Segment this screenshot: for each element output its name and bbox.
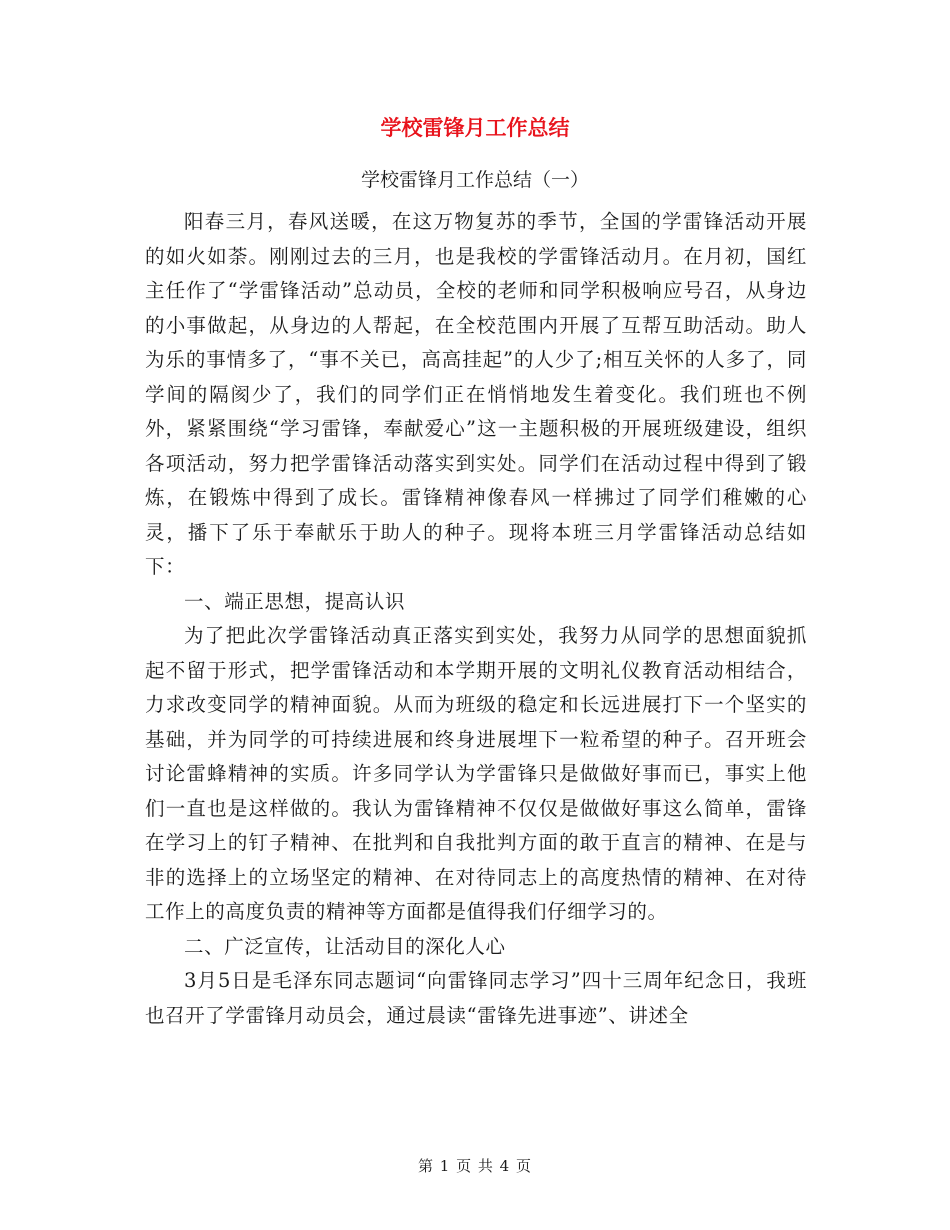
paragraph-intro: 阳春三月，春风送暖，在这万物复苏的季节，全国的学雷锋活动开展的如火如荼。刚刚过去的三月，也是我校的学雷锋活动月。在月初，国红主任作了“学雷锋活动”总动员，全校的老师和同学积极响应号召，从身边的小事做起，从身边的人帮起，在全校范围内开展了互帮互助活动。助人为乐的事情多了，“事不关已，高高挂起”的人少了;相互关怀的人多了，同学间的隔阂少了，我们的同学们正在悄悄地发生着变化。我们班也不例外，紧紧围绕“学习雷锋，奉献爱心”这一主题积极的开展班级建设，组织各项活动，努力把学雷锋活动落实到实处。同学们在活动过程中得到了锻炼，在锻炼中得到了成长。雷锋精神像春风一样拂过了同学们稚嫩的心灵，播下了乐于奉献乐于助人的种子。现将本班三月学雷锋活动总结如下：: [145, 210, 807, 578]
document-body: [145, 205, 807, 1033]
section-heading-1: 一、端正思想，提高认识: [184, 589, 406, 613]
paragraph-section-1: 为了把此次学雷锋活动真正落实到实处，我努力从同学的思想面貌抓起不留于形式，把学雷锋活动和本学期开展的文明礼仪教育活动相结合，力求改变同学的精神面貌。从而为班级的稳定和长远进展打下一个坚实的基础，并为同学的可持续进展和终身进展埋下一粒希望的种子。召开班会讨论雷蜂精神的实质。许多同学认为学雷锋只是做做好事而已，事实上他们一直也是这样做的。我认为雷锋精神不仅仅是做做好事这么简单，雷锋在学习上的钉子精神、在批判和自我批判方面的敢于直言的精神、在是与非的选择上的立场坚定的精神、在对待同志上的高度热情的精神、在对待工作上的高度负责的精神等方面都是值得我们仔细学习的。: [145, 624, 807, 923]
document-subtitle: 学校雷锋月工作总结（一）: [360, 169, 589, 191]
page-number-footer: 第 1 页 共 4 页: [418, 1157, 532, 1175]
paragraph-section-2: 3月5日是毛泽东同志题词“向雷锋同志学习”四十三周年纪念日，我班也召开了学雷锋月动员会，通过晨读“雷锋先进事迹”、讲述全: [145, 969, 807, 1027]
section-heading-2: 二、广泛宣传，让活动目的深化人心: [184, 934, 506, 958]
document-title: 学校雷锋月工作总结: [380, 116, 570, 140]
